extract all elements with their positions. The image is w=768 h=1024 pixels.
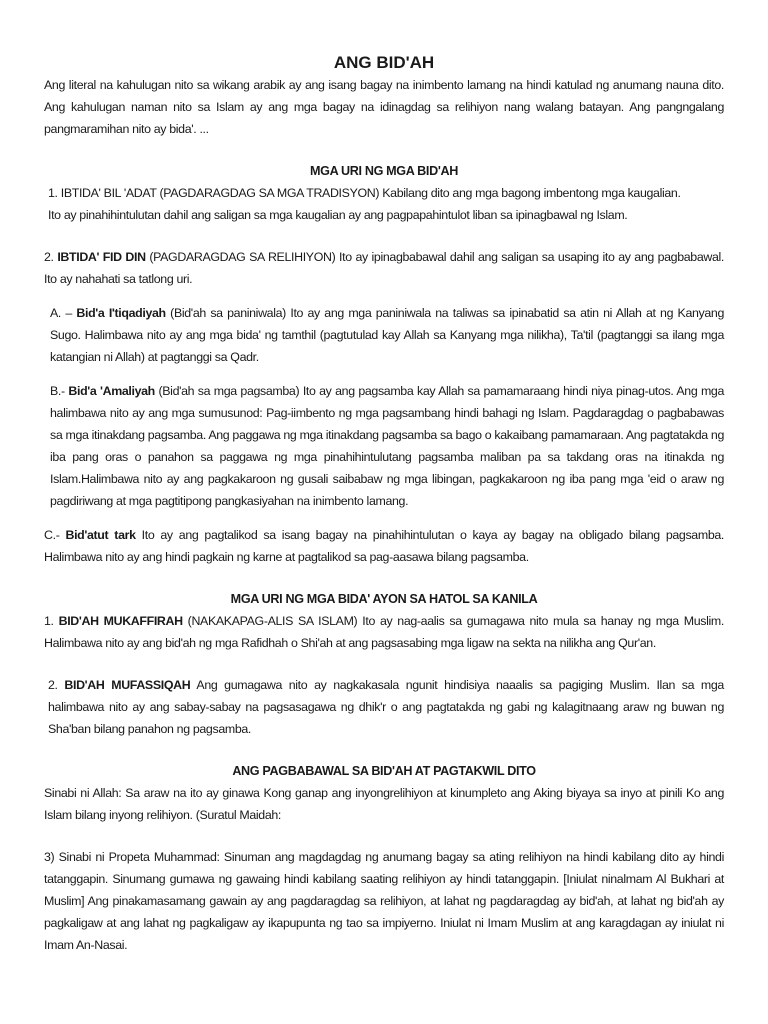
subtype-c-paragraph xyxy=(44,524,724,568)
subtype-a-term: Bid'a I'tiqadiyah xyxy=(76,306,166,320)
subtype-c-term: Bid'atut tark xyxy=(65,528,136,542)
ruling1-term: BID'AH MUKAFFIRAH xyxy=(58,614,183,628)
ruling1-text: (NAKAKAPAG-ALIS SA ISLAM) Ito ay nag-aalis sa gumagawa nito mula sa hanay ng mga Muslim. Halimbawa nito ay ang bid'ah ng mga Rafidhah o Shi'ah at ang pagsasabing mga ligaw na sekta na nilikha ang Qur'an. xyxy=(44,614,724,650)
prohibition-paragraph-2: 3) Sinabi ni Propeta Muhammad: Sinuman ang magdagdag ng anumang bagay sa ating relihiyon na hindi kabilang dito ay hindi tatanggapin. Sinumang gumawa ng gawaing hindi kabilang saating relihiyon ay hindi tatanggapin. [Iniulat ninalmam Al Bukhari at Muslim] Ang pinakamasamang gawain ay ang pagdaragdag sa relihiyon, at lahat ng pagdaragdag ay bid'ah, at lahat ng bid'ah ay pagkaligaw at ang lahat ng pagkaligaw ay ikapupunta ng tao sa impiyerno. Iniulat ni Imam Muslim at ang karagdagan ay iniulat ni Imam An-Nasai. xyxy=(44,850,724,952)
ruling2-prefix: 2. xyxy=(48,678,65,692)
type2-text: (PAGDARAGDAG SA RELIHIYON) Ito ay ipinagbabawal dahil ang saligan sa usaping ito ay ang pagbabawal. Ito ay nahahati sa tatlong uri. xyxy=(44,250,724,286)
subtype-c-text: Ito ay ang pagtalikod sa isang bagay na pinahihintulutan o kaya ay bagay na obligado bilang pagsamba. Halimbawa nito ay ang hindi pagkain ng karne at pagtalikod sa pag-aasawa bilang pagsamba. xyxy=(44,528,724,564)
section-heading-rulings: MGA URI NG MGA BIDA' AYON SA HATOL SA KANILA xyxy=(230,592,538,606)
type2-paragraph xyxy=(44,246,724,290)
ruling2-term: BID'AH MUFASSIQAH xyxy=(64,678,191,692)
prohibition-paragraph-1: Sinabi ni Allah: Sa araw na ito ay ginawa Kong ganap ang inyongrelihiyon at kinumpleto ang Aking biyaya sa inyo at pinili Ko ang Islam bilang inyong relihiyon. (Suratul Maidah: xyxy=(44,786,724,822)
subtype-b-text: (Bid'ah sa mga pagsamba) Ito ay ang pagsamba kay Allah sa pamamaraang hindi niya pinag-utos. Ang mga halimbawa nito ay ang mga sumusunod: Pag-iimbento ng mga pagsambang hindi bahagi ng Islam. Pagdaragdag o pagbabawas sa mga itinakdang pagsamba. Ang paggawa ng mga itinakdang pagsamba sa bago o kakaibang pamamaraan. Ang pagtatakda ng iba pang oras o panahon sa paggawa ng mga pinahihintulutang pagsamba maliban pa sa takdang oras na itinakda ng Islam.Halimbawa nito ay ang pagkakaroon ng gusali saibabaw ng mga libingan, pagkakaroon ng iba pang mga 'eid o araw ng pagdiriwang at mga pagtitipong pangkasiyahan na inimbento lamang. xyxy=(50,384,725,508)
section-heading-types: MGA URI NG MGA BID'AH xyxy=(310,164,458,178)
type2-prefix: 2. xyxy=(44,250,58,264)
ruling2-text: Ang gumagawa nito ay nagkakasala ngunit hindisiya naaalis sa pagiging Muslim. Ilan sa mga halimbawa nito ay ang sabay-sabay na pagsasagawa ng dhik'r o ang pagtatakda ng gabi ng kalagitnaang araw ng buwan ng Sha'ban bilang panahon ng pagsamba. xyxy=(48,678,724,736)
intro-paragraph: Ang literal na kahulugan nito sa wikang arabik ay ang isang bagay na inimbento lamang na hindi katulad ng anumang nauna dito. Ang kahulugan naman nito sa Islam ay ang mga bagay na idinagdag sa relihiyon nang walang batayan. Ang pangngalang pangmaramihan nito ay bida'. ... xyxy=(44,78,724,136)
subtype-b-paragraph xyxy=(44,380,724,512)
ruling1-prefix: 1. xyxy=(44,614,59,628)
type1-line1: 1. IBTIDA' BIL 'ADAT (PAGDARAGDAG SA MGA TRADISYON) Kabilang dito ang mga bagong imbentong mga kaugalian. xyxy=(48,186,681,200)
subtype-a-prefix: A. – xyxy=(50,306,77,320)
ruling1-paragraph xyxy=(44,610,724,654)
subtype-b-term: Bid'a 'Amaliyah xyxy=(68,384,155,398)
subtype-a-paragraph xyxy=(44,302,724,368)
subtype-b-prefix: B.- xyxy=(50,384,69,398)
subtype-a-text: (Bid'ah sa paniniwala) Ito ay ang mga paniniwala na taliwas sa ipinabatid sa atin ni Allah at ng Kanyang Sugo. Halimbawa nito ay ang mga bida' ng tamthil (pagtutulad kay Allah sa Kanyang mga nilikha), Ta'til (pagtanggi sa ilang mga katangian ni Allah) at pagtanggi sa Qadr. xyxy=(50,306,724,364)
type2-term: IBTIDA' FID DIN xyxy=(57,250,146,264)
document-title: ANG BID'AH xyxy=(333,53,435,72)
ruling2-paragraph xyxy=(44,674,724,740)
section-heading-prohibition: ANG PAGBABAWAL SA BID'AH AT PAGTAKWIL DITO xyxy=(232,764,536,778)
type1-line2: Ito ay pinahihintulutan dahil ang saligan sa mga kaugalian ay ang pagpapahintulot liban sa ipinagbawal ng Islam. xyxy=(48,208,628,222)
subtype-c-prefix: C.- xyxy=(44,528,66,542)
